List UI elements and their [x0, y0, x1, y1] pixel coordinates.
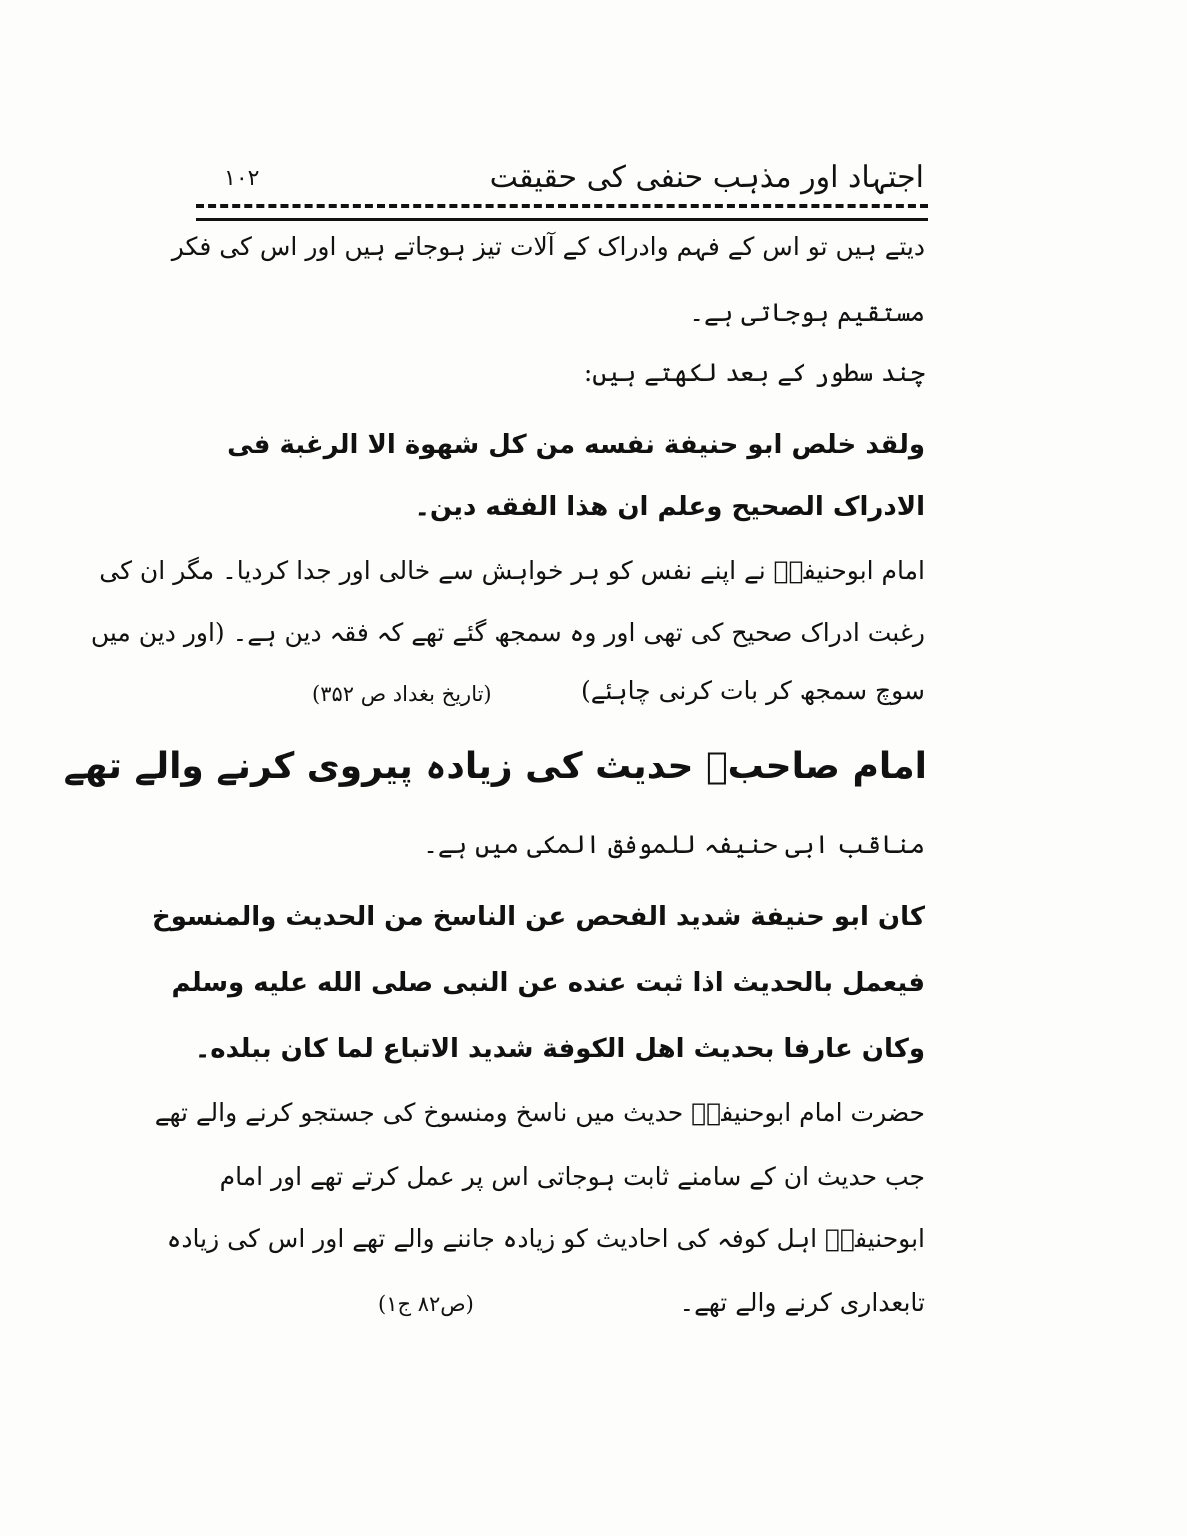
body-line-2: مستقیم ہوجاتی ہے۔	[689, 298, 925, 327]
translation-2-line-1: حضرت امام ابوحنیفہؒ حدیث میں ناسخ ومنسوخ کی جستجو کرنے والے تھے	[154, 1098, 925, 1127]
arabic-quote-2-line-2: فیعمل بالحدیث اذا ثبت عنده عن النبی صلی الله علیه وسلم	[171, 968, 925, 998]
header-divider	[196, 204, 928, 221]
translation-2-line-3: ابوحنیفہؒ اہل کوفہ کی احادیث کو زیادہ جاننے والے تھے اور اس کی زیادہ	[166, 1224, 925, 1253]
translation-1-line-3: سوچ سمجھ کر بات کرنی چاہئے)	[580, 676, 925, 705]
translation-2-line-4: تابعداری کرنے والے تھے۔	[679, 1288, 925, 1317]
page-header	[200, 160, 928, 204]
body-line-3: چند سطور کے بعد لکھتے ہیں:	[583, 358, 925, 387]
body-line-1: دیتے ہیں تو اس کے فہم وادراک کے آلات تیز ہوجاتے ہیں اور اس کی فکر	[171, 232, 925, 261]
section-heading: امام صاحبؒ حدیث کی زیادہ پیروی کرنے والے تھے	[63, 746, 927, 787]
page-number: ۱۰۲	[224, 166, 260, 191]
arabic-quote-1-line-1: ولقد خلص ابو حنیفة نفسه من كل شهوة الا الرغبة فی	[227, 430, 925, 460]
translation-1-line-2: رغبت ادراک صحیح کی تھی اور وہ سمجھ گئے تھے کہ فقہ دین ہے۔ (اور دین میں	[90, 618, 925, 647]
citation-2: (ص۸۲ ج۱)	[378, 1292, 474, 1316]
citation-1: (تاریخ بغداد ص ۳۵۲)	[312, 682, 492, 706]
translation-2-line-2: جب حدیث ان کے سامنے ثابت ہوجاتی اس پر عمل کرتے تھے اور امام	[219, 1162, 925, 1191]
translation-1-line-1: امام ابوحنیفہؒ نے اپنے نفس کو ہر خواہش سے خالی اور جدا کردیا۔ مگر ان کی	[99, 556, 925, 585]
arabic-quote-2-line-1: كان ابو حنیفة شدید الفحص عن الناسخ من الحدیث والمنسوخ	[151, 902, 925, 932]
arabic-quote-1-line-2: الادراک الصحیح وعلم ان هذا الفقه دین۔	[414, 492, 925, 522]
source-line: مناقب ابی حنیفہ للموفق المکی میں ہے۔	[423, 830, 925, 859]
book-title: اجتہاد اور مذہب حنفی کی حقیقت	[489, 160, 924, 195]
arabic-quote-2-line-3: وكان عارفا بحدیث اهل الكوفة شدید الاتباع لما كان ببلده۔	[195, 1034, 925, 1064]
